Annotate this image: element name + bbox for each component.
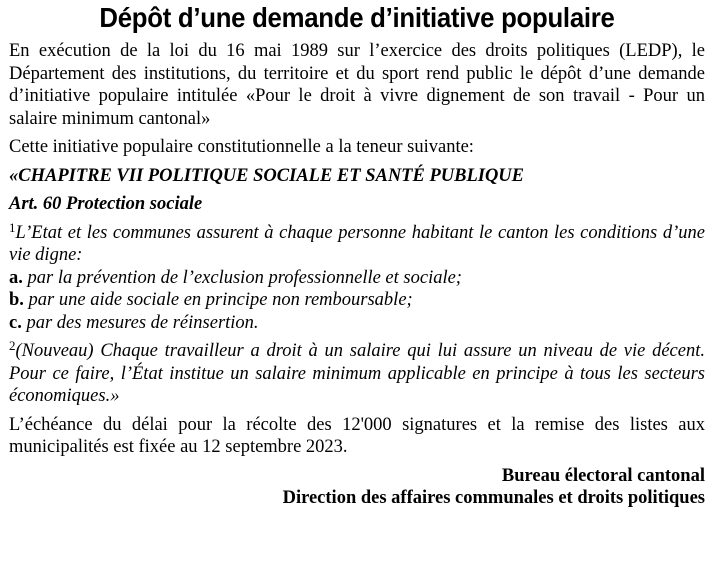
alinea-1-text: L’Etat et les communes assurent à chaque personne habitant le canton les conditions d’une vie digne: xyxy=(9,222,705,265)
signature-line-2: Direction des affaires communales et droits politiques xyxy=(282,487,705,508)
alinea-2-number: 2 xyxy=(9,338,16,353)
list-item-letter: c. xyxy=(9,312,22,333)
list-item-c xyxy=(9,312,705,335)
signature-line-1: Bureau électoral cantonal xyxy=(501,465,705,486)
list-item-a xyxy=(9,267,705,290)
chapter-heading: «CHAPITRE VII POLITIQUE SOCIALE ET SANTÉ PUBLIQUE xyxy=(9,165,525,186)
alinea-1 xyxy=(9,219,705,267)
list-item-b xyxy=(9,289,705,312)
list-item-letter: a. xyxy=(9,267,23,288)
list-item-text: par une aide sociale en principe non remboursable; xyxy=(23,290,413,310)
teneur-paragraph: Cette initiative populaire constitutionnelle a la teneur suivante: xyxy=(9,137,474,157)
deadline-paragraph: L’échéance du délai pour la récolte des 12'000 signatures et la remise des listes aux municipalités est fixée au 12 septembre 2023. xyxy=(9,414,705,457)
signature-block xyxy=(9,465,705,509)
list-item-text: par la prévention de l’exclusion professionnelle et sociale; xyxy=(22,267,462,288)
list-item-letter: b. xyxy=(9,290,24,310)
list-item-text: par des mesures de réinsertion. xyxy=(21,312,259,333)
article-heading: Art. 60 Protection sociale xyxy=(9,194,203,214)
alinea-2-text: (Nouveau) Chaque travailleur a droit à un salaire qui lui assure un niveau de vie décent. Pour ce faire, l’État institue un salaire minimum applicable en principe à tous les secteurs économiques.» xyxy=(9,341,705,406)
alinea-1-number: 1 xyxy=(9,219,16,235)
page-title: Dépôt d’une demande d’initiative populaire xyxy=(99,2,615,33)
alinea-2 xyxy=(9,340,705,408)
intro-paragraph: En exécution de la loi du 16 mai 1989 sur l’exercice des droits politiques (LEDP), le Département des institutions, du territoire et du sport rend public le dépôt d’une demande d’initiative populaire intitulée «Pour le droit à vivre dignement de son travail - Pour un salaire minimum cantonal» xyxy=(9,41,705,129)
